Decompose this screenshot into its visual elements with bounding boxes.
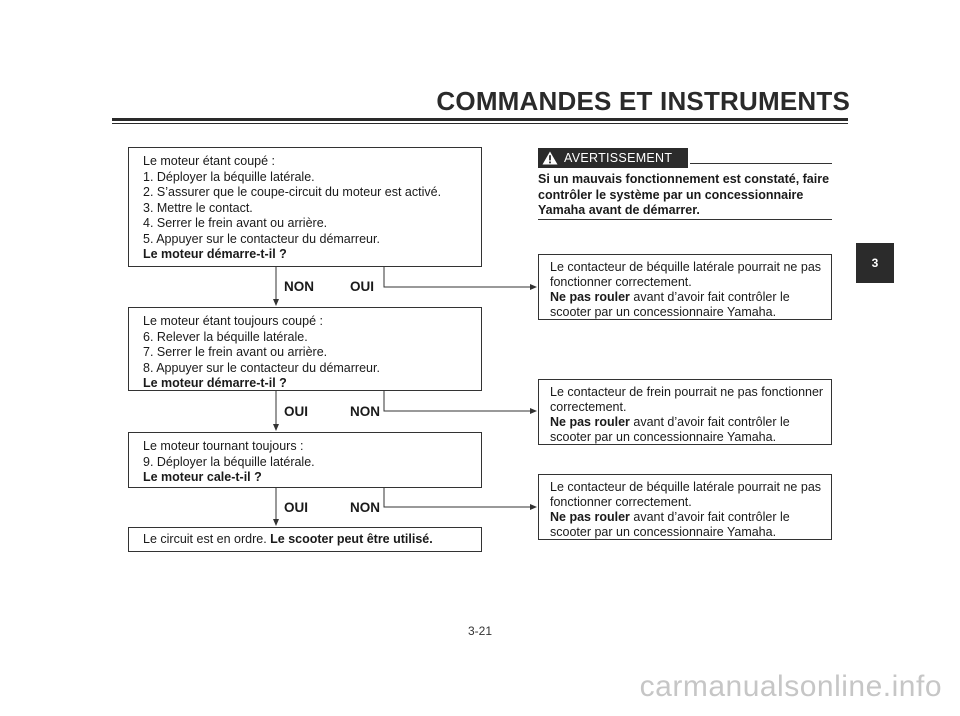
warning-badge-label: AVERTISSEMENT xyxy=(564,151,673,165)
connector-right-2 xyxy=(384,391,536,411)
branch2-right-label: NON xyxy=(350,404,380,419)
flow-box-sidestand-fault-2 xyxy=(538,474,832,540)
flow-box-step3 xyxy=(128,432,482,488)
branch2-left-label: OUI xyxy=(284,404,309,419)
connector-right-1 xyxy=(384,267,536,287)
box1-line-5: 5. Appuyer sur le contacteur du démarreur. xyxy=(143,231,380,246)
flow-box-result-ok xyxy=(128,527,482,552)
box3-line-1: 9. Déployer la béquille latérale. xyxy=(143,454,315,469)
right3-bold: Ne pas rouler xyxy=(550,510,630,524)
warning-triangle-icon xyxy=(542,151,558,165)
right3-line1: Le contacteur de béquille latérale pourrait ne pas xyxy=(550,480,822,494)
box2-question: Le moteur démarre-t-il ? xyxy=(143,376,287,390)
box2-line-0: Le moteur étant toujours coupé : xyxy=(143,314,323,328)
box1-line-4: 4. Serrer le frein avant ou arrière. xyxy=(143,216,328,230)
chapter-tab[interactable]: 3 xyxy=(856,243,894,283)
box1-line-3: 3. Mettre le contact. xyxy=(143,200,253,215)
box1-line-0: Le moteur étant coupé : xyxy=(143,154,276,168)
warning-rule-top xyxy=(690,163,832,164)
box4-text: Le circuit est en ordre. xyxy=(143,532,271,546)
warning-badge xyxy=(538,148,688,168)
page-number: 3-21 xyxy=(467,624,493,638)
branch3-right-label: NON xyxy=(350,500,380,515)
right3-line4: scooter par un concessionnaire Yamaha. xyxy=(550,525,777,539)
right1-line4: scooter par un concessionnaire Yamaha. xyxy=(550,305,777,319)
page-title: COMMANDES ET INSTRUMENTS xyxy=(436,86,850,116)
right2-bold: Ne pas rouler xyxy=(550,415,630,429)
right1-line1: Le contacteur de béquille latérale pourrait ne pas xyxy=(550,260,822,274)
flow-box-brake-fault xyxy=(538,379,832,445)
warning-text: Si un mauvais fonctionnement est constaté, faire contrôler le système par un concessionnaire Yamaha avant de démarrer. xyxy=(538,172,830,217)
flow-box-sidestand-fault xyxy=(538,254,832,320)
box1-line-1: 1. Déployer la béquille latérale. xyxy=(143,169,315,184)
branch1-right-label: OUI xyxy=(350,279,375,294)
right1-rest: avant d’avoir fait contrôler le xyxy=(629,290,790,304)
box4-bold: Le scooter peut être utilisé. xyxy=(270,532,433,546)
box2-line-2: 7. Serrer le frein avant ou arrière. xyxy=(143,345,328,359)
box3-question: Le moteur cale-t-il ? xyxy=(143,470,262,484)
right2-line1: Le contacteur de frein pourrait ne pas fonctionner xyxy=(550,385,824,399)
box3-line-0: Le moteur tournant toujours : xyxy=(143,439,304,453)
box2-line-1: 6. Relever la béquille latérale. xyxy=(143,329,308,344)
flow-box-step1 xyxy=(128,147,482,267)
right1-bold: Ne pas rouler xyxy=(550,290,630,304)
watermark: carmanualsonline.info xyxy=(639,670,942,703)
right3-rest: avant d’avoir fait contrôler le xyxy=(629,510,790,524)
right2-rest: avant d’avoir fait contrôler le xyxy=(629,415,790,429)
box1-question: Le moteur démarre-t-il ? xyxy=(143,247,287,261)
right1-line2: fonctionner correctement. xyxy=(550,275,692,289)
right3-line2: fonctionner correctement. xyxy=(550,495,692,509)
flow-box-step2 xyxy=(128,307,482,391)
connector-right-3 xyxy=(384,488,536,507)
branch1-left-label: NON xyxy=(284,279,314,294)
box2-line-3: 8. Appuyer sur le contacteur du démarreur. xyxy=(143,360,380,375)
right2-line4: scooter par un concessionnaire Yamaha. xyxy=(550,430,777,444)
branch3-left-label: OUI xyxy=(284,500,309,515)
warning-rule-bottom xyxy=(538,219,832,220)
box1-line-2: 2. S’assurer que le coupe-circuit du moteur est activé. xyxy=(143,185,442,199)
right2-line2: correctement. xyxy=(550,400,627,414)
